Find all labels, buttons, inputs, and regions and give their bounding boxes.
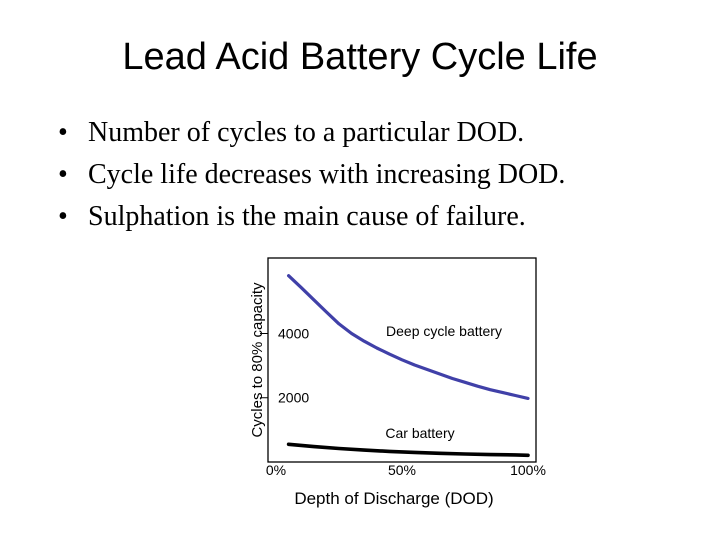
series-label-car-battery: Car battery [385, 425, 455, 441]
y-tick-label: 4000 [278, 325, 310, 342]
bullet-dot: • [58, 159, 68, 190]
y-tick-label: 2000 [278, 389, 310, 406]
bullet-text: Sulphation is the main cause of failure. [88, 201, 526, 232]
bullet-text: Number of cycles to a particular DOD. [88, 117, 525, 148]
x-tick-label: 0% [265, 462, 287, 478]
bullet-dot: • [58, 201, 68, 232]
x-axis-label: Depth of Discharge (DOD) [294, 489, 494, 508]
slide-title: Lead Acid Battery Cycle Life [122, 36, 598, 78]
car-battery-line [289, 444, 528, 455]
x-tick-label: 100% [510, 462, 546, 478]
bullet-text: Cycle life decreases with increasing DOD. [88, 159, 566, 190]
y-axis-label: Cycles to 80% capacity [249, 282, 266, 438]
x-tick-label: 50% [387, 462, 417, 478]
series-label-deep-cycle: Deep cycle battery [386, 323, 502, 339]
bullet-dot: • [58, 117, 68, 148]
